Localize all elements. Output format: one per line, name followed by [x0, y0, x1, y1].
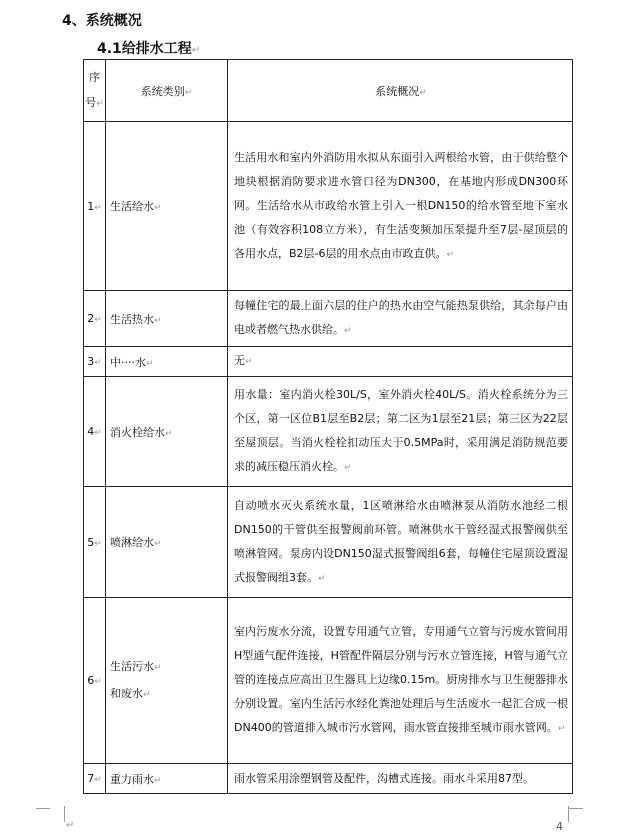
table-row: [84, 377, 573, 487]
row-type: 消火栓给水↵: [106, 377, 228, 487]
row-type: 生活污水↵ 和废水↵: [106, 598, 228, 764]
table-row: [84, 347, 573, 377]
row-type: 喷淋给水↵: [106, 487, 228, 598]
row-desc: 用水量：室内消火栓30L/S，室外消火栓40L/S。消火栓系统分为三个区，第一区位B1层至B2层；第二区为1层至21层；第三区为22层至屋顶层。当消火栓栓扣动压大于0.5MPa时，采用满足消防规范要求的减压稳压消火栓。↵: [228, 377, 573, 487]
row-num: 4↵: [84, 377, 106, 487]
table-row: [84, 291, 573, 347]
row-desc: 无↵: [228, 347, 573, 377]
row-desc: 每幢住宅的最上面六层的住户的热水由空气能热泵供给，其余每户由电或者燃气热水供给。↵: [228, 291, 573, 347]
margin-corner-left-h: [36, 808, 50, 823]
table-row: [84, 764, 573, 794]
row-type: 中····水↵: [106, 347, 228, 377]
row-desc: 自动喷水灭火系统水量，1区喷淋给水由喷淋泵从消防水池经二根DN150的干管供至报警阀前环管。喷淋供水干管经湿式报警阀供至喷淋管网。泵房内设DN150湿式报警阀组6套，每幢住宅屋顶设置湿式报警阀组3套。↵: [228, 487, 573, 598]
section-title: 4、系统概况: [62, 13, 142, 29]
table-row: [84, 487, 573, 598]
row-num: 5↵: [84, 487, 106, 598]
row-num: 2↵: [84, 291, 106, 347]
row-type: 生活热水↵: [106, 291, 228, 347]
header-num: 序号↵: [84, 60, 106, 122]
table-header-row: [84, 60, 573, 122]
row-type: 重力雨水↵: [106, 764, 228, 794]
row-num: 6↵: [84, 598, 106, 764]
footer-paragraph-mark: ↵: [66, 820, 75, 831]
water-system-table: [83, 59, 573, 794]
row-type: 生活给水↵: [106, 122, 228, 291]
row-desc: 雨水管采用涂塑钢管及配件，沟槽式连接。雨水斗采用87型。: [228, 764, 573, 794]
row-desc: 室内污废水分流，设置专用通气立管，专用通气立管与污废水管间用H型通气配件连接，H管配件隔层分别与污水立管连接，H管与通气立管的连接点应高出卫生器具上边缘0.15m。厨房排水与卫生便器排水分别设置。室内生活污水经化粪池处理后与生活废水一起汇合成一根DN400的管道排入城市污水管网，雨水管直接排至城市雨水管网。↵: [228, 598, 573, 764]
page-number: 4: [556, 820, 563, 833]
header-type: 系统类别↵: [106, 60, 228, 122]
table-row: [84, 598, 573, 764]
margin-corner-left: [50, 806, 65, 822]
header-desc: 系统概况↵: [228, 60, 573, 122]
row-num: 1↵: [84, 122, 106, 291]
row-num: 7↵: [84, 764, 106, 794]
row-desc: 生活用水和室内外消防用水拟从东面引入两根给水管，由于供给整个地块根据消防要求进水管口径为DN300，在基地内形成DN300环网。生活给水从市政给水管上引入一根DN150的给水管至地下室水池（有效容积108立方米），有生活变频加压泵提升至7层-屋顶层的各用水点，B2层-6层的用水点由市政直供。↵: [228, 122, 573, 291]
subsection-title: 4.1给排水工程↵: [97, 41, 201, 57]
row-num: 3↵: [84, 347, 106, 377]
table-row: [84, 122, 573, 291]
margin-corner-right-h: [569, 808, 583, 823]
